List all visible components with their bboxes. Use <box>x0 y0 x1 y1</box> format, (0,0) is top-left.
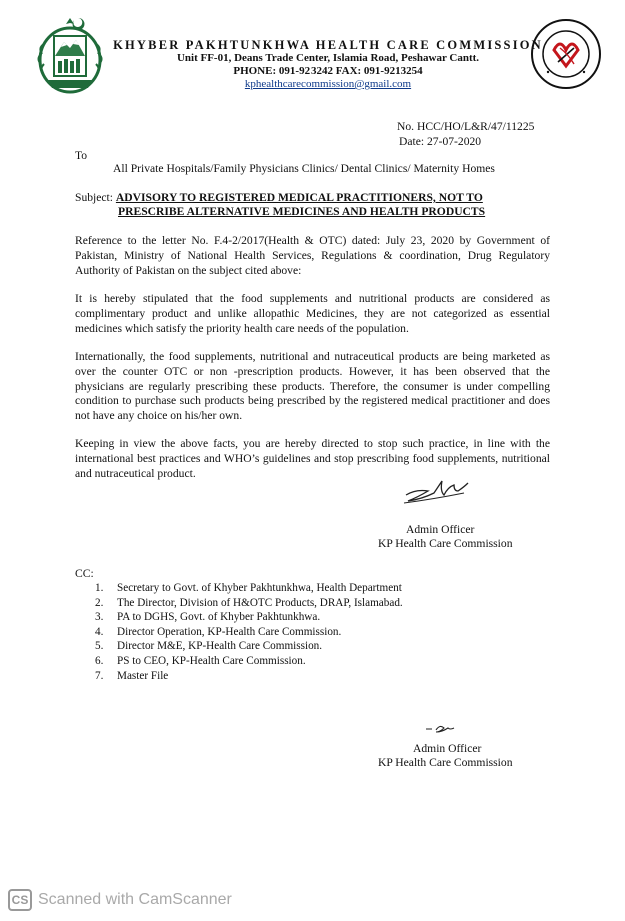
letterhead-email-link[interactable]: kphealthcarecommission@gmail.com <box>244 78 412 90</box>
signatory-organization: KP Health Care Commission <box>378 537 513 550</box>
cc-item-text: Director M&E, KP-Health Care Commission. <box>117 640 323 653</box>
cc-item <box>95 639 515 654</box>
subject-block <box>75 191 555 206</box>
body-paragraph: It is hereby stipulated that the food supplements and nutritional products are considered as complimentary product and unlike allopathic Medicines, they are not categorized as essential medicines which satisfy the priority health care needs of the population. <box>75 292 550 335</box>
to-label: To <box>75 149 88 162</box>
cc-item-number: 1. <box>95 582 104 594</box>
cc-list <box>95 581 515 683</box>
cc-item <box>95 669 515 684</box>
cc-item <box>95 610 515 625</box>
signatory-title: Admin Officer <box>406 523 475 536</box>
letterhead-phone: PHONE: 091-92 3242 FAX: 091-9213254 <box>233 65 423 77</box>
cc-item <box>95 654 515 669</box>
cc-item-text: PA to DGHS, Govt. of Khyber Pakhtunkhwa. <box>117 611 321 624</box>
cc-item <box>95 596 515 611</box>
subject-label: Subject: <box>75 191 116 204</box>
kp-government-emblem <box>34 14 106 94</box>
cc-item-number: 5. <box>95 640 104 653</box>
camscanner-logo-icon: CS <box>8 889 32 911</box>
letterhead-title: KHYBER PAKHTUNKHWA HEALTH CARE COMMISSION <box>113 38 543 52</box>
handwritten-signature <box>400 473 490 509</box>
handwritten-initials <box>422 720 462 736</box>
cc-item-text: PS to CEO, KP-Health Care Commission. <box>117 654 306 667</box>
subject-line-2: PRESCRIBE ALTERNATIVE MEDICINES AND HEALTH PRODUCTS <box>118 205 486 218</box>
subject-block-2 <box>118 205 548 220</box>
subject-line-1: ADVISORY TO REGISTERED MEDICAL PRACTITIONERS, NOT TO <box>115 191 483 204</box>
cc-item-number: 3. <box>95 611 104 624</box>
cc-item-number: 2. <box>95 596 104 609</box>
commission-seal <box>530 18 602 90</box>
cc-item-number: 4. <box>95 625 104 638</box>
body-paragraph: Reference to the letter No. F.4-2/2017(Health & OTC) dated: July 23, 2020 by Government of Pakistan, Ministry of National Health Services, Regulations & coordination, Drug Regulatory Authority of Pakistan on the subject cited above: <box>75 234 550 277</box>
cc-item <box>95 625 515 640</box>
recipients-line: All Private Hospitals/Family Physicians Clinics/ Dental Clinics/ Maternity Homes <box>113 162 495 175</box>
cc-item-text: The Director, Division of H&OTC Products, DRAP, Islamabad. <box>117 596 403 609</box>
camscanner-watermark <box>8 886 232 914</box>
body-paragraph: Internationally, the food supplements, nutritional and nutraceutical products are being marketed as over the counter OTC or non -prescription products. However, it has been observed that the physicians are regularly prescribing these products. Therefore, the consumer is under compelling condition to purchase such products being prescribed by the registered medical practitioner and does not have any choice on his/her own. <box>75 350 550 423</box>
cc-label: CC: <box>75 567 94 580</box>
cc-item-number: 7. <box>95 669 104 682</box>
cc-item <box>95 581 515 596</box>
letterhead-address: Unit FF-01, Deans Trade Center, Islamia Road, Peshawar Cantt. <box>176 52 480 64</box>
reference-number: No. HCC/HO/L&R/47/11225 <box>397 120 535 133</box>
signatory-title-2: Admin Officer <box>413 742 482 755</box>
reference-date: Date: 27-07-2020 <box>399 135 482 148</box>
body-paragraph: Keeping in view the above facts, you are hereby directed to stop such practice, in line with the international best practices and WHO’s guidelines and stop prescribing food supplements, nutritional and nutraceutical product. <box>75 437 550 480</box>
signatory-organization-2: KP Health Care Commission <box>378 756 513 769</box>
cc-item-text: Secretary to Govt. of Khyber Pakhtunkhwa, Health Department <box>117 582 402 594</box>
camscanner-text: Scanned with CamScanner <box>38 891 232 908</box>
cc-item-text: Master File <box>117 669 169 682</box>
cc-item-number: 6. <box>95 654 104 667</box>
cc-item-text: Director Operation, KP-Health Care Commission. <box>117 625 342 638</box>
